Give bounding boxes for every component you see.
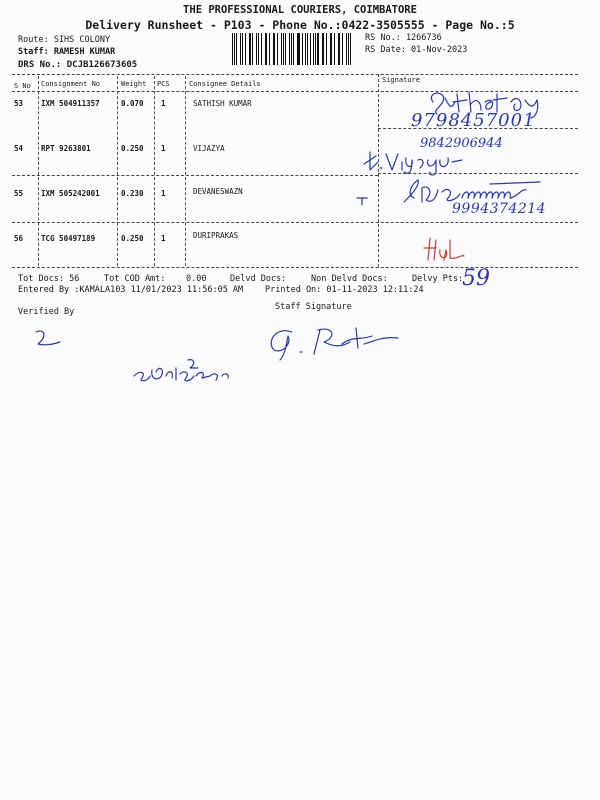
col-divider	[185, 76, 186, 266]
row-consignee: SATHISH KUMAR	[193, 99, 252, 108]
col-header-consignment: Consignment No	[41, 80, 101, 88]
row-weight: 0.250	[121, 144, 144, 153]
row-consignment: RPT 9263801	[41, 144, 91, 153]
rs-date: RS Date: 01-Nov-2023	[365, 45, 468, 55]
barcode-bar	[285, 33, 286, 65]
barcode-bar	[298, 33, 299, 65]
row-sno: 54	[14, 144, 24, 153]
row-rule	[12, 222, 578, 223]
verified-by-label: Verified By	[18, 307, 75, 317]
col-divider	[38, 76, 39, 266]
staff-signature	[262, 322, 412, 362]
staff-label: Staff: RAMESH KUMAR	[18, 47, 116, 57]
barcode-bar	[232, 33, 233, 65]
barcode-bar	[240, 33, 241, 65]
barcode-bar	[305, 33, 306, 65]
drs-number: DRS No.: DCJB126673605	[18, 60, 138, 70]
verified-by-signature	[30, 326, 66, 348]
row-pcs: 1	[161, 189, 166, 198]
col-header-signature: Signature	[382, 76, 420, 84]
printed-on: Printed On: 01-11-2023 12:11:24	[265, 285, 424, 295]
row-pcs: 1	[161, 234, 166, 243]
handwritten-signature	[362, 148, 472, 174]
handwritten-delivery-points: 59	[462, 266, 490, 291]
non-delivered-docs: Non Delvd Docs:	[311, 274, 388, 284]
route-label: Route: SIHS COLONY	[18, 35, 111, 45]
barcode-bar	[334, 33, 335, 65]
row-sno: 56	[14, 234, 24, 243]
row-pcs: 1	[161, 99, 166, 108]
col-divider	[154, 76, 155, 266]
delivered-docs: Delvd Docs:	[230, 274, 287, 284]
barcode-bar	[277, 33, 278, 65]
row-consignee: DEVANESWAZN	[193, 187, 243, 196]
barcode-bar	[313, 33, 314, 65]
company-title: THE PROFESSIONAL COURIERS, COIMBATORE	[183, 4, 417, 16]
row-weight: 0.250	[121, 234, 144, 243]
handwritten-signature	[130, 356, 240, 386]
barcode-bar	[317, 33, 318, 65]
row-consignment: IXM 504911357	[41, 99, 100, 108]
row-consignee: DURIPRAKAS	[193, 231, 239, 240]
row-consignment: TCG 50497189	[41, 234, 96, 243]
table-top-rule	[12, 74, 578, 75]
col-header-weight: Weight	[121, 80, 147, 88]
row-weight: 0.230	[121, 189, 144, 198]
barcode-bar	[291, 33, 292, 65]
row-pcs: 1	[161, 144, 166, 153]
handwritten-mark	[355, 192, 369, 206]
total-cod-value: 0.00	[186, 274, 207, 284]
col-header-consignee: Consignee Details	[189, 80, 261, 88]
handwritten-phone: 9842906944	[420, 136, 503, 151]
row-rule	[12, 175, 378, 176]
rs-number: RS No.: 1266736	[365, 33, 442, 43]
barcode-bar	[331, 33, 332, 65]
handwritten-initials	[422, 234, 468, 262]
row-weight: 0.070	[121, 99, 144, 108]
barcode-bar	[350, 33, 351, 65]
delivery-points: Delvy Pts:	[412, 274, 464, 284]
table-bottom-rule	[12, 267, 578, 268]
staff-signature-label: Staff Signature	[275, 302, 352, 312]
row-consignee: VIJAZYA	[193, 144, 225, 153]
entered-by: Entered By :KAMALA103 11/01/2023 11:56:05 AM	[18, 285, 244, 295]
barcode	[232, 33, 354, 65]
barcode-bar	[326, 33, 327, 65]
col-header-pcs: PCS	[157, 80, 170, 88]
row-consignment: IXM 505242001	[41, 189, 100, 198]
runsheet-title: Delivery Runsheet - P103 - Phone No.:0422-3505555 - Page No.:5	[85, 18, 515, 32]
barcode-bar	[252, 33, 253, 65]
col-header-sno: S No	[14, 82, 31, 90]
handwritten-phone: 9994374214	[452, 201, 547, 217]
barcode-bar	[266, 33, 267, 65]
col-divider	[117, 76, 118, 266]
barcode-bar	[269, 33, 270, 65]
barcode-bar	[342, 33, 343, 65]
total-cod-label: Tot COD Amt:	[104, 274, 166, 284]
row-sno: 55	[14, 189, 24, 198]
barcode-bar	[258, 33, 259, 65]
total-docs: Tot Docs: 56	[18, 274, 80, 284]
handwritten-phone: 9798457001	[411, 110, 536, 131]
row-sno: 53	[14, 99, 24, 108]
barcode-bar	[245, 33, 246, 65]
